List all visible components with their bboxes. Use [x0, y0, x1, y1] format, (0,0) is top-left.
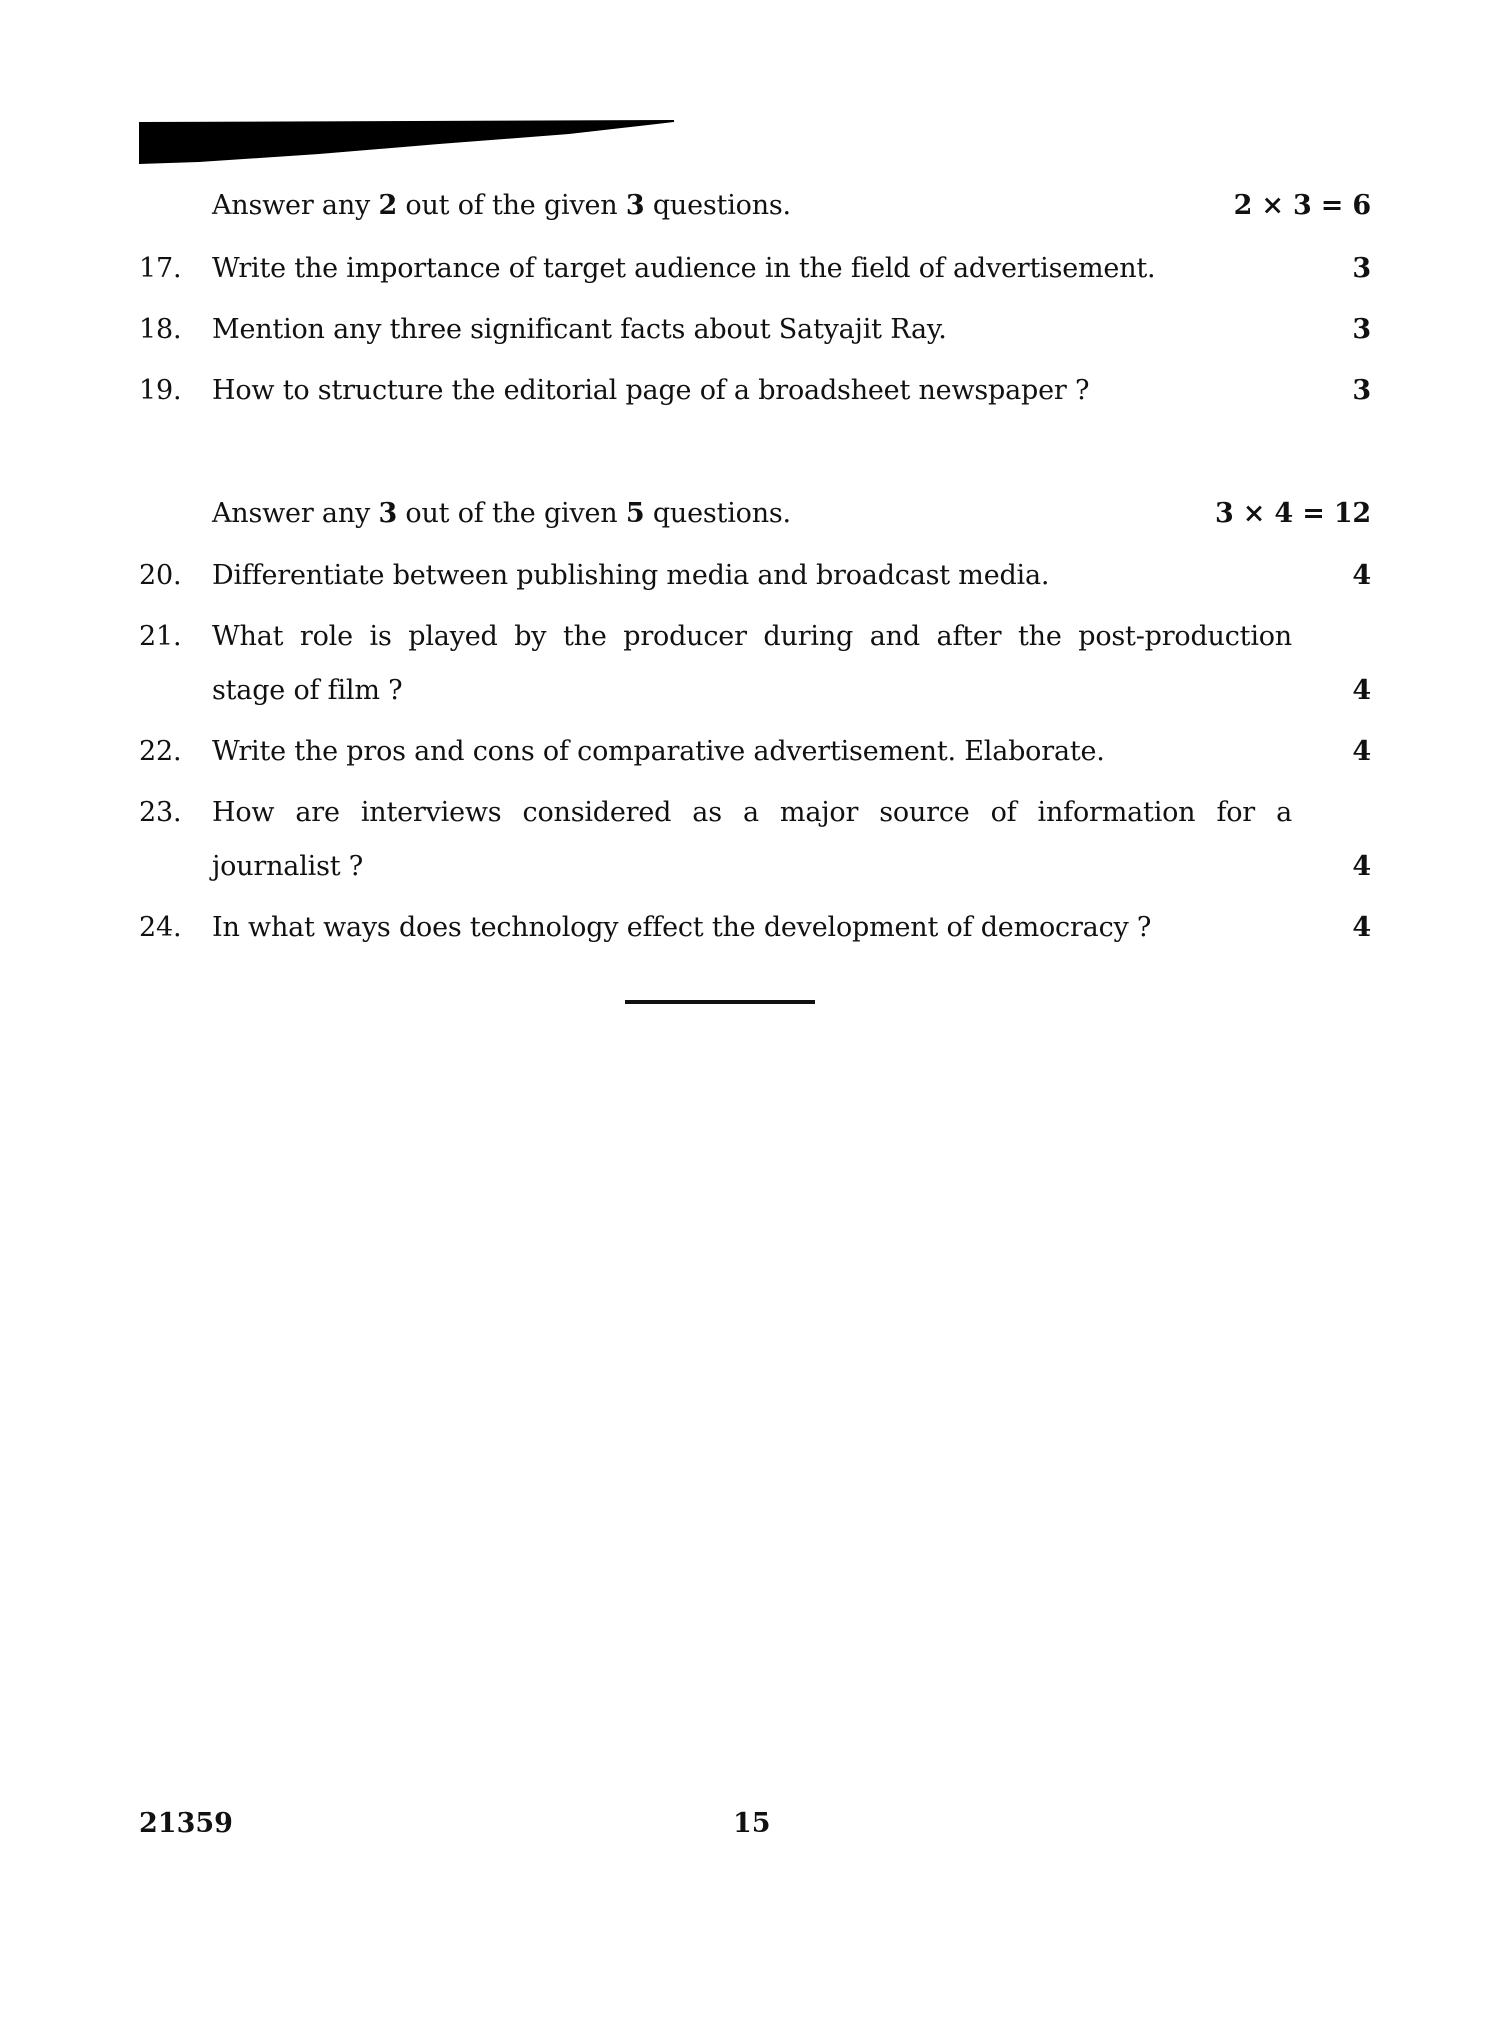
- question-text-line-1: How are interviews considered as a major source of information for a: [212, 797, 1292, 828]
- page-number: 15: [733, 1808, 771, 1839]
- instruction-total: 3: [625, 190, 645, 221]
- header-wedge-bar: [139, 120, 679, 164]
- instruction-pre: Answer any: [212, 190, 379, 221]
- question-number: 22.: [139, 736, 182, 767]
- question-text: How to structure the editorial page of a broadsheet newspaper ?: [212, 375, 1090, 406]
- question-number: 20.: [139, 560, 182, 591]
- section-marks: 3 × 4 = 12: [1215, 498, 1371, 529]
- question-text: Write the importance of target audience in the field of advertisement.: [212, 253, 1156, 284]
- question-marks: 3: [1352, 314, 1371, 345]
- instruction-mid: out of the given: [397, 498, 626, 529]
- instruction-post: questions.: [644, 190, 791, 221]
- question-text-line-2: stage of film ?: [212, 675, 403, 706]
- question-text: Mention any three significant facts about Satyajit Ray.: [212, 314, 947, 345]
- paper-code: 21359: [139, 1808, 233, 1839]
- instruction-post: questions.: [644, 498, 791, 529]
- question-text: Write the pros and cons of comparative advertisement. Elaborate.: [212, 736, 1105, 767]
- question-number: 19.: [139, 375, 182, 406]
- instruction-pre: Answer any: [212, 498, 379, 529]
- section-marks: 2 × 3 = 6: [1233, 190, 1371, 221]
- question-marks: 3: [1352, 375, 1371, 406]
- instruction-text: [212, 189, 1292, 223]
- question-text: Differentiate between publishing media and broadcast media.: [212, 560, 1050, 591]
- question-marks: 4: [1352, 851, 1371, 882]
- instruction-text: [212, 497, 1292, 531]
- question-marks: 3: [1352, 253, 1371, 284]
- instruction-mid: out of the given: [397, 190, 626, 221]
- question-number: 17.: [139, 253, 182, 284]
- question-marks: 4: [1352, 912, 1371, 943]
- question-text: In what ways does technology effect the development of democracy ?: [212, 912, 1152, 943]
- question-marks: 4: [1352, 560, 1371, 591]
- question-number: 24.: [139, 912, 182, 943]
- question-marks: 4: [1352, 736, 1371, 767]
- question-marks: 4: [1352, 675, 1371, 706]
- question-number: 18.: [139, 314, 182, 345]
- question-text-line-2: journalist ?: [212, 851, 364, 882]
- question-text-line-1: What role is played by the producer during and after the post-production: [212, 621, 1292, 652]
- question-number: 21.: [139, 621, 182, 652]
- end-divider: [625, 1000, 815, 1004]
- wedge-shape: [139, 120, 679, 164]
- question-number: 23.: [139, 797, 182, 828]
- instruction-total: 5: [625, 498, 645, 529]
- instruction-count: 2: [378, 190, 398, 221]
- instruction-count: 3: [378, 498, 398, 529]
